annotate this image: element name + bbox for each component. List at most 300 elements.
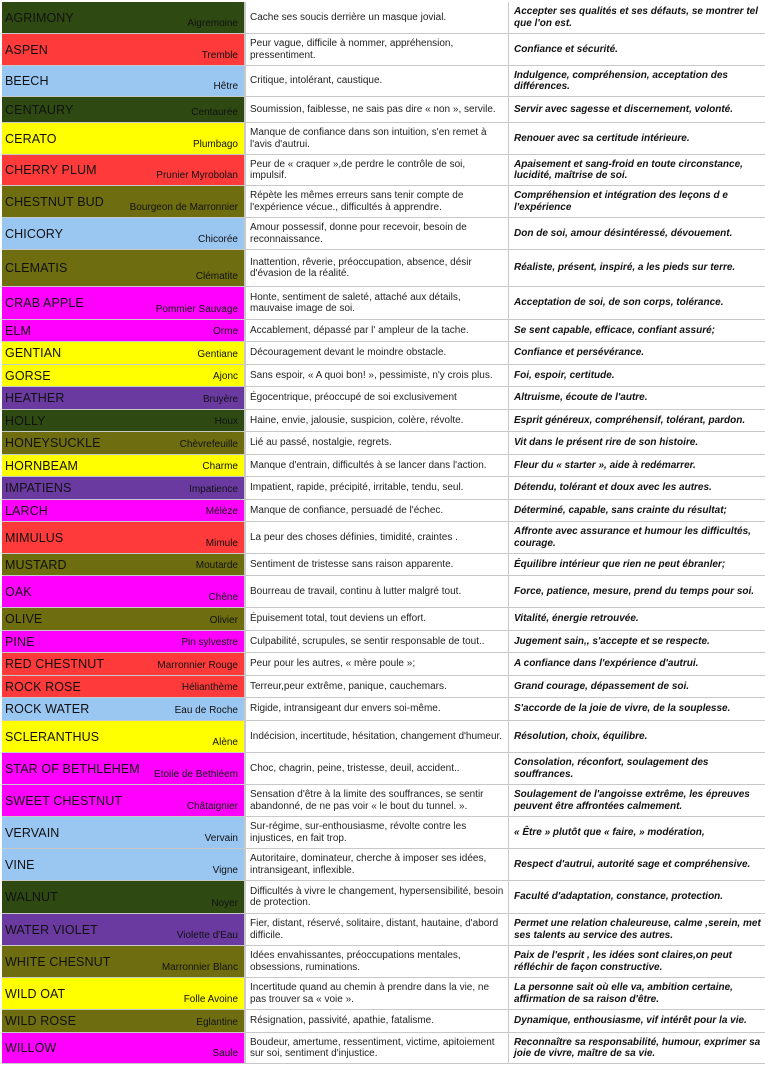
remedy-name-cell	[2, 946, 246, 977]
table-row	[2, 34, 765, 66]
positive-state-cell	[509, 817, 765, 848]
positive-state-text: Faculté d'adaptation, constance, protection.	[514, 891, 724, 903]
positive-state-cell	[509, 123, 765, 154]
positive-state-text: Paix de l'esprit , les idées sont claires,on peut réfléchir de façon constructive.	[514, 950, 733, 973]
remedy-french-name: Tremble	[201, 50, 238, 61]
positive-state-cell	[509, 2, 765, 33]
negative-state-cell	[246, 287, 509, 319]
remedy-english-name: CHICORY	[5, 226, 64, 241]
positive-state-text: A confiance dans l'expérience d'autrui.	[514, 658, 699, 670]
remedy-english-name: IMPATIENS	[5, 481, 72, 495]
positive-state-text: S'accorde de la joie de vivre, de la souplesse.	[514, 703, 731, 715]
negative-state-cell	[246, 1010, 509, 1032]
table-row	[2, 914, 765, 946]
positive-state-cell	[509, 698, 765, 720]
remedy-english-name: AGRIMONY	[5, 10, 74, 25]
positive-state-text: Confiance et persévérance.	[514, 347, 645, 359]
remedy-french-name: Prunier Myrobolan	[156, 170, 238, 181]
table-row	[2, 849, 765, 881]
positive-state-cell	[509, 978, 765, 1009]
remedy-french-name: Bourgeon de Marronnier	[129, 202, 238, 213]
remedy-name-cell	[2, 785, 246, 816]
negative-state-text: Sur-régime, sur-enthousiasme, révolte contre les injustices, en fait trop.	[250, 821, 467, 844]
remedy-english-name: GORSE	[5, 368, 51, 383]
positive-state-text: Soulagement de l'angoisse extrême, les épreuves peuvent être affrontées calmement.	[514, 789, 750, 812]
table-row	[2, 500, 765, 522]
remedy-french-name: Folle Avoine	[183, 994, 238, 1005]
remedy-name-cell	[2, 66, 246, 96]
remedy-english-name: MIMULUS	[5, 530, 64, 545]
positive-state-text: Confiance et sécurité.	[514, 43, 618, 55]
positive-state-text: Indulgence, compréhension, acceptation des différences.	[514, 69, 728, 92]
remedy-name-cell	[2, 186, 246, 217]
remedy-english-name: SCLERANTHUS	[5, 729, 100, 744]
positive-state-cell	[509, 155, 765, 185]
remedy-english-name: GENTIAN	[5, 346, 62, 360]
negative-state-cell	[246, 123, 509, 154]
table-row	[2, 155, 765, 186]
negative-state-text: Soumission, faiblesse, ne sais pas dire « non », servile.	[250, 103, 496, 115]
negative-state-cell	[246, 500, 509, 521]
negative-state-cell	[246, 698, 509, 720]
remedy-english-name: CRAB APPLE	[5, 296, 84, 310]
positive-state-cell	[509, 66, 765, 96]
positive-state-text: Servir avec sagesse et discernement, volonté.	[514, 103, 733, 115]
positive-state-text: Altruisme, écoute de l'autre.	[514, 392, 648, 404]
positive-state-text: Esprit généreux, compréhensif, tolérant, pardon.	[514, 414, 746, 426]
remedy-english-name: WILD ROSE	[5, 1014, 77, 1028]
negative-state-cell	[246, 342, 509, 364]
positive-state-text: Équilibre intérieur que rien ne peut ébranler;	[514, 558, 726, 570]
negative-state-cell	[246, 914, 509, 945]
table-row	[2, 2, 765, 34]
remedy-french-name: Aigremoine	[187, 18, 238, 29]
positive-state-text: Don de soi, amour désintéressé, dévouement.	[514, 227, 733, 239]
remedy-name-cell	[2, 753, 246, 784]
remedy-french-name: Plumbago	[192, 139, 238, 150]
positive-state-text: Détendu, tolérant et doux avec les autres.	[514, 482, 712, 494]
remedy-french-name: Eglantine	[196, 1017, 238, 1028]
remedy-french-name: Hêtre	[213, 81, 238, 92]
remedy-french-name: Marronnier Blanc	[161, 962, 238, 973]
negative-state-cell	[246, 410, 509, 431]
table-row	[2, 721, 765, 753]
negative-state-cell	[246, 218, 509, 249]
table-row	[2, 1033, 765, 1064]
negative-state-cell	[246, 186, 509, 217]
remedy-name-cell	[2, 817, 246, 848]
remedy-name-cell	[2, 250, 246, 286]
negative-state-text: Fier, distant, réservé, solitaire, distant, hautaine, d'abord difficile.	[250, 918, 499, 941]
remedy-english-name: PINE	[5, 634, 35, 649]
remedy-name-cell	[2, 1033, 246, 1063]
negative-state-cell	[246, 676, 509, 697]
positive-state-text: Jugement sain,, s'accepte et se respecte.	[514, 635, 710, 647]
remedy-english-name: VINE	[5, 857, 35, 872]
positive-state-text: Vitalité, énergie retrouvée.	[514, 613, 639, 625]
positive-state-text: Respect d'autrui, autorité sage et compréhensive.	[514, 858, 751, 870]
remedy-name-cell	[2, 576, 246, 607]
remedy-french-name: Vervain	[204, 833, 238, 844]
remedy-french-name: Pin sylvestre	[181, 637, 238, 648]
remedy-english-name: STAR OF BETHLEHEM	[5, 761, 140, 776]
table-row	[2, 978, 765, 1010]
remedy-name-cell	[2, 500, 246, 521]
positive-state-text: Renouer avec sa certitude intérieure.	[514, 132, 690, 144]
negative-state-cell	[246, 946, 509, 977]
negative-state-cell	[246, 2, 509, 33]
remedy-french-name: Eau de Roche	[174, 705, 238, 716]
remedy-name-cell	[2, 914, 246, 945]
table-row	[2, 477, 765, 500]
positive-state-cell	[509, 432, 765, 454]
negative-state-text: Indécision, incertitude, hésitation, changement d'humeur.	[250, 730, 503, 742]
remedy-french-name: Vigne	[212, 865, 238, 876]
positive-state-text: Acceptation de soi, de son corps, tolérance.	[514, 297, 724, 309]
table-row	[2, 698, 765, 721]
negative-state-cell	[246, 1033, 509, 1063]
remedy-name-cell	[2, 218, 246, 249]
table-row	[2, 365, 765, 387]
table-row	[2, 522, 765, 554]
remedy-french-name: Chèvrefeuille	[179, 439, 238, 450]
negative-state-text: Impatient, rapide, précipité, irritable, tendu, seul.	[250, 482, 464, 494]
negative-state-cell	[246, 522, 509, 553]
negative-state-cell	[246, 455, 509, 476]
negative-state-cell	[246, 66, 509, 96]
negative-state-text: Inattention, rêverie, préoccupation, absence, désir d'évasion de la réalité.	[250, 256, 472, 279]
negative-state-text: Manque d'entrain, difficultés à se lancer dans l'action.	[250, 459, 487, 471]
remedy-name-cell	[2, 554, 246, 575]
table-row	[2, 218, 765, 250]
negative-state-text: Amour possessif, donne pour recevoir, besoin de reconnaissance.	[250, 222, 467, 245]
table-row	[2, 320, 765, 342]
remedy-french-name: Mélèze	[205, 506, 238, 517]
remedy-french-name: Pommier Sauvage	[155, 304, 238, 315]
remedy-english-name: ELM	[5, 323, 32, 338]
remedy-french-name: Bruyère	[202, 394, 238, 405]
remedy-french-name: Noyer	[211, 898, 238, 909]
remedy-name-cell	[2, 155, 246, 185]
negative-state-cell	[246, 978, 509, 1009]
table-row	[2, 576, 765, 608]
remedy-english-name: ROCK ROSE	[5, 679, 81, 694]
remedy-french-name: Moutarde	[195, 560, 238, 571]
negative-state-text: Peur vague, difficile à nommer, appréhension, pressentiment.	[250, 38, 454, 61]
remedy-french-name: Gentiane	[197, 349, 238, 360]
remedy-english-name: ROCK WATER	[5, 702, 90, 716]
positive-state-text: Vit dans le présent rire de son histoire.	[514, 437, 699, 449]
remedy-english-name: HORNBEAM	[5, 458, 79, 473]
negative-state-text: Choc, chagrin, peine, tristesse, deuil, accident..	[250, 762, 460, 774]
negative-state-text: Rigide, intransigeant dur envers soi-même.	[250, 703, 441, 715]
remedy-name-cell	[2, 342, 246, 364]
remedy-english-name: OLIVE	[5, 612, 43, 626]
positive-state-text: Réaliste, présent, inspiré, a les pieds sur terre.	[514, 262, 736, 274]
remedy-english-name: WATER VIOLET	[5, 922, 98, 937]
table-row	[2, 387, 765, 410]
positive-state-cell	[509, 365, 765, 386]
negative-state-cell	[246, 320, 509, 341]
remedy-name-cell	[2, 631, 246, 652]
positive-state-text: Permet une relation chaleureuse, calme ,serein, met ses talents au service des autres.	[514, 918, 761, 941]
remedy-english-name: SWEET CHESTNUT	[5, 793, 123, 808]
negative-state-cell	[246, 34, 509, 65]
positive-state-cell	[509, 500, 765, 521]
positive-state-text: Fleur du « starter », aide à redémarrer.	[514, 459, 696, 471]
negative-state-text: Manque de confiance, persuadé de l'échec.	[250, 504, 444, 516]
negative-state-text: Peur de « craquer »,de perdre le contrôle de soi, impulsif.	[250, 158, 466, 181]
remedy-english-name: BEECH	[5, 74, 49, 88]
remedy-name-cell	[2, 365, 246, 386]
negative-state-cell	[246, 785, 509, 816]
positive-state-text: Résolution, choix, équilibre.	[514, 730, 648, 742]
flower-remedies-table	[2, 2, 765, 1064]
remedy-name-cell	[2, 1010, 246, 1032]
negative-state-cell	[246, 721, 509, 752]
remedy-name-cell	[2, 410, 246, 431]
negative-state-text: Idées envahissantes, préoccupations mentales, obsessions, ruminations.	[250, 950, 461, 973]
table-row	[2, 653, 765, 676]
remedy-english-name: WILLOW	[5, 1041, 57, 1055]
table-row	[2, 1010, 765, 1033]
positive-state-cell	[509, 387, 765, 409]
positive-state-text: La personne sait où elle va, ambition certaine, affirmation de sa raison d'être.	[514, 982, 733, 1005]
table-row	[2, 97, 765, 123]
positive-state-cell	[509, 914, 765, 945]
negative-state-text: Bourreau de travail, continu à lutter malgré tout.	[250, 585, 462, 597]
remedy-french-name: Hélianthème	[181, 682, 238, 693]
table-row	[2, 432, 765, 455]
negative-state-text: Haine, envie, jalousie, suspicion, colère, révolte.	[250, 414, 464, 426]
negative-state-text: Lié au passé, nostalgie, regrets.	[250, 437, 392, 449]
positive-state-cell	[509, 785, 765, 816]
positive-state-text: Accepter ses qualités et ses défauts, se montrer tel que l'on est.	[514, 6, 758, 29]
remedy-french-name: Ajonc	[212, 371, 238, 382]
remedy-french-name: Violette d'Eau	[176, 930, 238, 941]
positive-state-text: Affronte avec assurance et humour les difficultés, courage.	[514, 526, 751, 549]
positive-state-text: Compréhension et intégration des leçons d e l'expérience	[514, 190, 728, 213]
positive-state-cell	[509, 410, 765, 431]
positive-state-text: Foi, espoir, certitude.	[514, 369, 615, 381]
remedy-french-name: Charme	[202, 461, 238, 472]
remedy-english-name: HOLLY	[5, 413, 46, 428]
table-row	[2, 608, 765, 631]
negative-state-text: Boudeur, amertume, ressentiment, victime, apitoiement sur soi, sentiment d'injustice.	[250, 1036, 495, 1059]
negative-state-text: Honte, sentiment de saleté, attaché aux détails, mauvaise image de soi.	[250, 291, 461, 314]
positive-state-text: « Être » plutôt que « faire, » modération,	[514, 826, 705, 838]
positive-state-cell	[509, 97, 765, 122]
remedy-french-name: Orme	[213, 326, 238, 337]
negative-state-cell	[246, 881, 509, 913]
positive-state-cell	[509, 34, 765, 65]
remedy-name-cell	[2, 432, 246, 454]
positive-state-text: Grand courage, dépassement de soi.	[514, 680, 690, 692]
positive-state-cell	[509, 455, 765, 476]
negative-state-text: Égocentrique, préoccupé de soi exclusivement	[250, 392, 457, 404]
remedy-name-cell	[2, 34, 246, 65]
negative-state-text: Culpabilité, scrupules, se sentir responsable de tout..	[250, 635, 485, 647]
negative-state-text: Peur pour les autres, « mère poule »;	[250, 658, 416, 670]
remedy-english-name: CERATO	[5, 131, 57, 146]
remedy-name-cell	[2, 2, 246, 33]
remedy-name-cell	[2, 676, 246, 697]
positive-state-cell	[509, 676, 765, 697]
negative-state-text: Terreur,peur extrême, panique, cauchemars.	[250, 680, 447, 692]
remedy-name-cell	[2, 653, 246, 675]
negative-state-text: La peur des choses définies, timidité, craintes .	[250, 531, 458, 543]
negative-state-text: Critique, intolérant, caustique.	[250, 75, 383, 87]
remedy-name-cell	[2, 123, 246, 154]
negative-state-cell	[246, 653, 509, 675]
positive-state-text: Se sent capable, efficace, confiant assuré;	[514, 324, 716, 336]
table-row	[2, 455, 765, 477]
remedy-name-cell	[2, 387, 246, 409]
remedy-english-name: WHITE CHESNUT	[5, 954, 111, 969]
remedy-french-name: Olivier	[209, 615, 238, 626]
positive-state-cell	[509, 653, 765, 675]
remedy-english-name: WILD OAT	[5, 986, 66, 1001]
positive-state-cell	[509, 608, 765, 630]
table-row	[2, 785, 765, 817]
remedy-english-name: WALNUT	[5, 890, 58, 904]
remedy-english-name: LARCH	[5, 503, 48, 518]
positive-state-text: Force, patience, mesure, prend du temps pour soi.	[514, 585, 755, 597]
remedy-name-cell	[2, 978, 246, 1009]
table-row	[2, 186, 765, 218]
negative-state-cell	[246, 97, 509, 122]
remedy-french-name: Clématite	[195, 271, 238, 282]
positive-state-cell	[509, 250, 765, 286]
remedy-french-name: Marronnier Rouge	[157, 660, 238, 671]
remedy-english-name: VERVAIN	[5, 825, 60, 840]
remedy-french-name: Centaurée	[191, 107, 238, 118]
remedy-name-cell	[2, 881, 246, 913]
negative-state-cell	[246, 155, 509, 185]
remedy-english-name: CHESTNUT BUD	[5, 194, 104, 209]
positive-state-cell	[509, 477, 765, 499]
negative-state-text: Découragement devant le moindre obstacle.	[250, 347, 447, 359]
table-row	[2, 554, 765, 576]
positive-state-text: Reconnaître sa responsabilité, humour, exprimer sa joie de vivre, maître de sa vie.	[514, 1036, 761, 1059]
positive-state-cell	[509, 218, 765, 249]
remedy-english-name: MUSTARD	[5, 557, 67, 572]
negative-state-text: Sentiment de tristesse sans raison apparente.	[250, 558, 454, 570]
negative-state-text: Cache ses soucis derrière un masque jovial.	[250, 11, 447, 23]
negative-state-cell	[246, 849, 509, 880]
negative-state-text: Sensation d'être à la limite des souffrances, se sentir abandonné, de ne pas voir « le bout du tunnel. ».	[250, 789, 484, 812]
negative-state-cell	[246, 753, 509, 784]
positive-state-cell	[509, 522, 765, 553]
positive-state-cell	[509, 186, 765, 217]
negative-state-cell	[246, 817, 509, 848]
positive-state-text: Consolation, réconfort, soulagement des souffrances.	[514, 757, 709, 780]
remedy-name-cell	[2, 97, 246, 122]
negative-state-cell	[246, 477, 509, 499]
remedy-english-name: ASPEN	[5, 42, 48, 57]
negative-state-cell	[246, 576, 509, 607]
remedy-french-name: Alène	[212, 737, 238, 748]
positive-state-cell	[509, 753, 765, 784]
positive-state-cell	[509, 946, 765, 977]
positive-state-cell	[509, 631, 765, 652]
remedy-english-name: HONEYSUCKLE	[5, 436, 101, 450]
table-row	[2, 66, 765, 97]
negative-state-cell	[246, 608, 509, 630]
positive-state-cell	[509, 320, 765, 341]
remedy-english-name: RED CHESTNUT	[5, 657, 105, 671]
positive-state-cell	[509, 1033, 765, 1063]
positive-state-cell	[509, 576, 765, 607]
remedy-french-name: Mimule	[205, 538, 238, 549]
remedy-english-name: CLEMATIS	[5, 261, 68, 275]
remedy-name-cell	[2, 849, 246, 880]
negative-state-cell	[246, 365, 509, 386]
remedy-english-name: CENTAURY	[5, 102, 74, 117]
remedy-name-cell	[2, 698, 246, 720]
remedy-french-name: Etoile de Bethléem	[154, 769, 238, 780]
positive-state-cell	[509, 721, 765, 752]
table-row	[2, 753, 765, 785]
negative-state-text: Incertitude quand au chemin à prendre dans la vie, ne pas trouver sa « voie ».	[250, 982, 490, 1005]
remedy-name-cell	[2, 287, 246, 319]
negative-state-text: Difficultés à vivre le changement, hypersensibilité, besoin de protection.	[250, 885, 504, 908]
negative-state-text: Manque de confiance dans son intuition, s'en remet à l'avis d'autrui.	[250, 127, 487, 150]
table-row	[2, 817, 765, 849]
negative-state-cell	[246, 631, 509, 652]
remedy-english-name: HEATHER	[5, 391, 65, 405]
negative-state-cell	[246, 387, 509, 409]
remedy-english-name: CHERRY PLUM	[5, 163, 97, 177]
remedy-french-name: Chicorée	[197, 234, 238, 245]
negative-state-text: Épuisement total, tout deviens un effort.	[250, 613, 427, 625]
table-row	[2, 410, 765, 432]
table-row	[2, 342, 765, 365]
negative-state-text: Résignation, passivité, apathie, fatalisme.	[250, 1015, 434, 1027]
remedy-name-cell	[2, 477, 246, 499]
table-row	[2, 287, 765, 320]
remedy-name-cell	[2, 721, 246, 752]
positive-state-text: Dynamique, enthousiasme, vif intérêt pour la vie.	[514, 1015, 747, 1027]
negative-state-text: Sans espoir, « A quoi bon! », pessimiste, n'y crois plus.	[250, 369, 493, 381]
remedy-name-cell	[2, 455, 246, 476]
remedy-name-cell	[2, 320, 246, 341]
positive-state-cell	[509, 554, 765, 575]
remedy-french-name: Châtaignier	[186, 801, 238, 812]
remedy-french-name: Chêne	[208, 592, 238, 603]
negative-state-text: Répète les mêmes erreurs sans tenir compte de l'expérience vécue., difficultés à apprendre.	[250, 190, 464, 213]
positive-state-cell	[509, 881, 765, 913]
table-row	[2, 881, 765, 914]
remedy-name-cell	[2, 608, 246, 630]
table-row	[2, 631, 765, 653]
table-row	[2, 946, 765, 978]
negative-state-cell	[246, 250, 509, 286]
table-row	[2, 123, 765, 155]
remedy-english-name: OAK	[5, 584, 32, 599]
remedy-french-name: Saule	[212, 1048, 238, 1059]
negative-state-text: Autoritaire, dominateur, cherche à imposer ses idées, intransigeant, inflexible.	[250, 853, 487, 876]
positive-state-cell	[509, 1010, 765, 1032]
negative-state-cell	[246, 554, 509, 575]
positive-state-text: Apaisement et sang-froid en toute circonstance, lucidité, maîtrise de soi.	[514, 158, 743, 181]
positive-state-text: Déterminé, capable, sans crainte du résultat;	[514, 504, 727, 516]
remedy-french-name: Impatience	[189, 484, 238, 495]
table-row	[2, 676, 765, 698]
remedy-name-cell	[2, 522, 246, 553]
negative-state-text: Accablement, dépassé par l' ampleur de la tache.	[250, 324, 469, 336]
table-row	[2, 250, 765, 287]
